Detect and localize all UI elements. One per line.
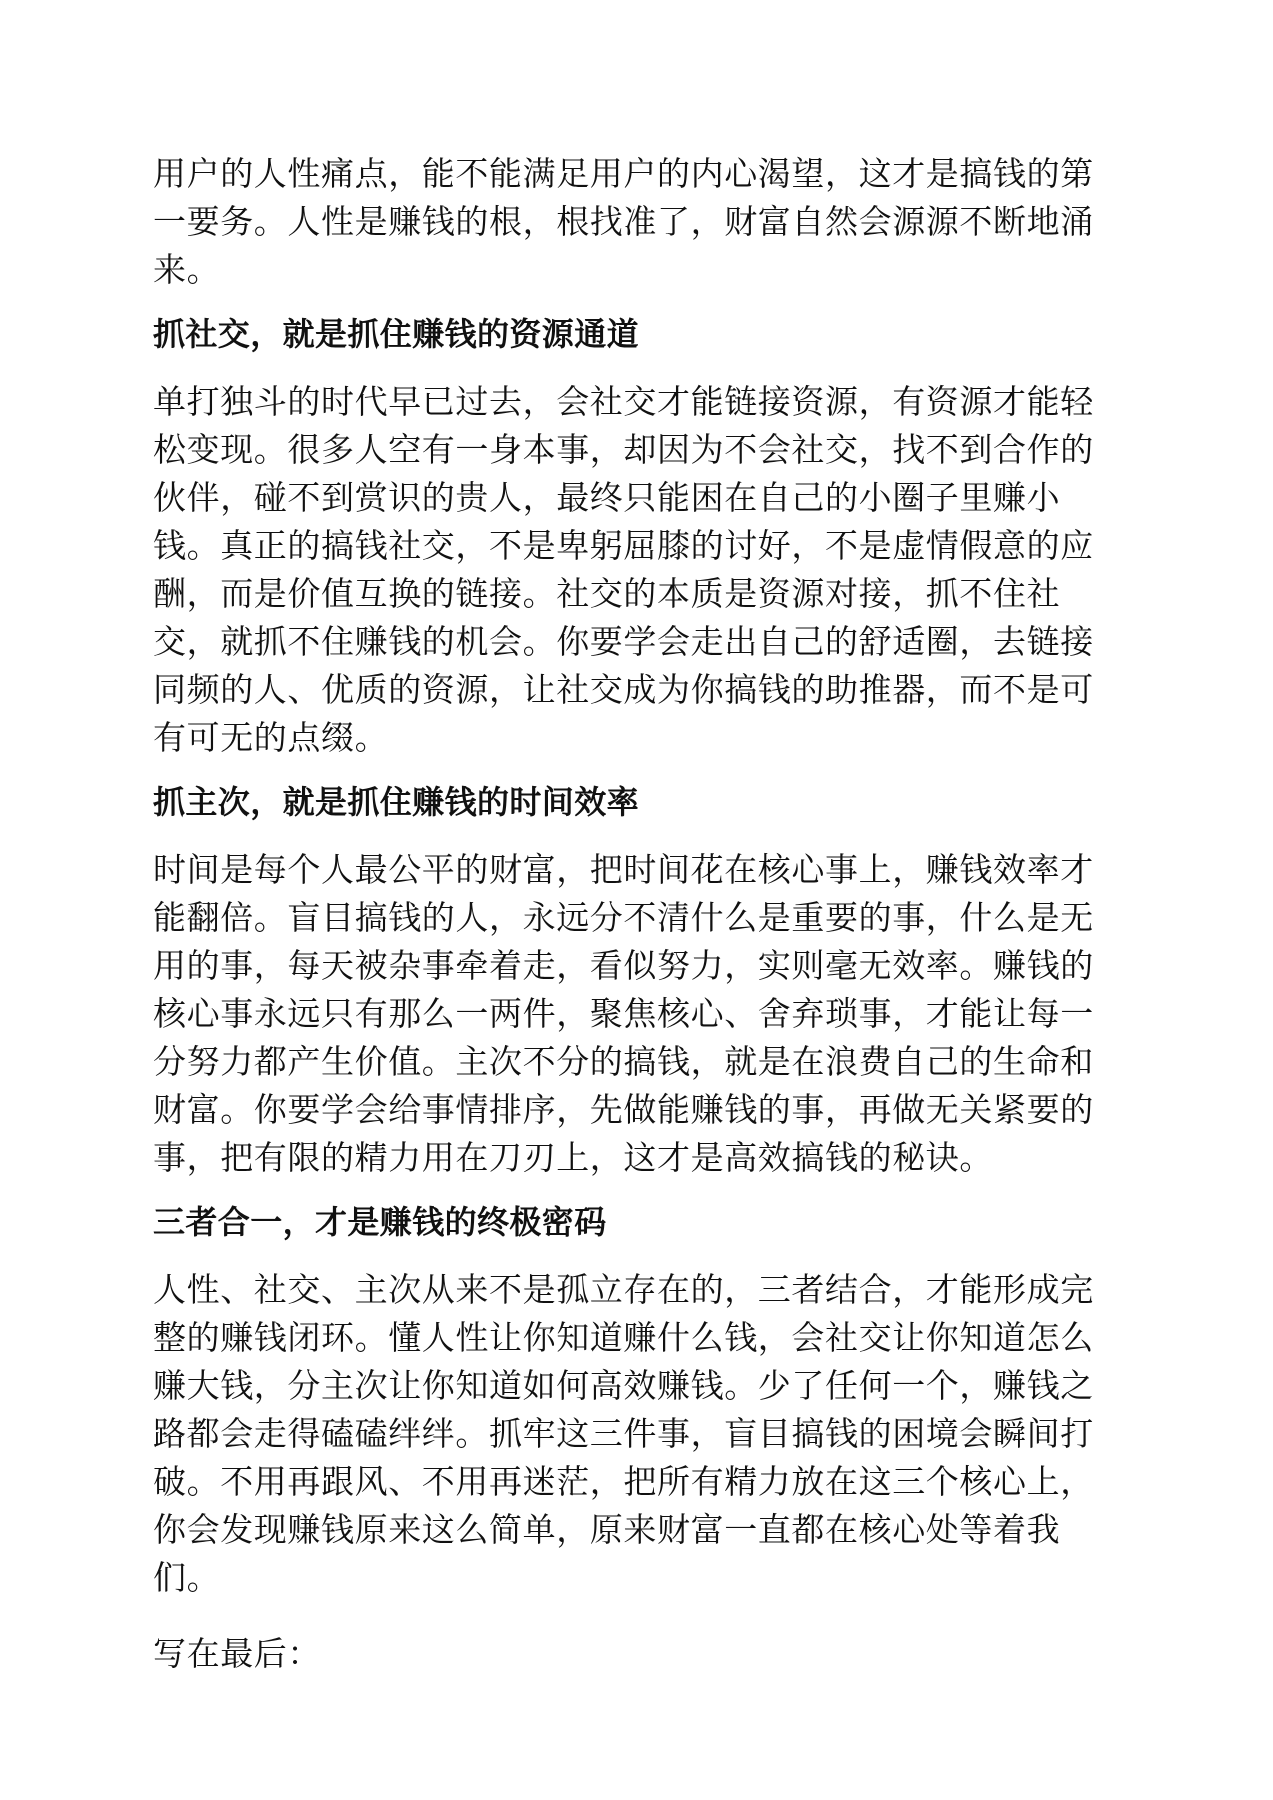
closing-label: 写在最后：	[153, 1634, 321, 1673]
heading-three-in-one: 三者合一，才是赚钱的终极密码	[153, 1203, 607, 1241]
paragraph-1: 用户的人性痛点，能不能满足用户的内心渴望，这才是搞钱的第一要务。人性是赚钱的根，根找准了，财富自然会源源不断地涌来。	[153, 154, 1094, 289]
paragraph-three-in-one: 人性、社交、主次从来不是孤立存在的，三者结合，才能形成完整的赚钱闭环。懂人性让你知道赚什么钱，会社交让你知道怎么赚大钱，分主次让你知道如何高效赚钱。少了任何一个，赚钱之路都会走得磕磕绊绊。抓牢这三件事，盲目搞钱的困境会瞬间打破。不用再跟风、不用再迷茫，把所有精力放在这三个核心上，你会发现赚钱原来这么简单，原来财富一直都在核心处等着我们。	[153, 1270, 1094, 1597]
heading-social: 抓社交，就是抓住赚钱的资源通道	[153, 315, 640, 353]
paragraph-social: 单打独斗的时代早已过去，会社交才能链接资源，有资源才能轻松变现。很多人空有一身本事，却因为不会社交，找不到合作的伙伴，碰不到赏识的贵人，最终只能困在自己的小圈子里赚小钱。真正的搞钱社交，不是卑躬屈膝的讨好，不是虚情假意的应酬，而是价值互换的链接。社交的本质是资源对接，抓不住社交，就抓不住赚钱的机会。你要学会走出自己的舒适圈，去链接同频的人、优质的资源，让社交成为你搞钱的助推器，而不是可有可无的点缀。	[153, 382, 1094, 757]
heading-priority: 抓主次，就是抓住赚钱的时间效率	[153, 783, 640, 821]
article-body	[153, 150, 1123, 1678]
paragraph-priority: 时间是每个人最公平的财富，把时间花在核心事上，赚钱效率才能翻倍。盲目搞钱的人，永远分不清什么是重要的事，什么是无用的事，每天被杂事牵着走，看似努力，实则毫无效率。赚钱的核心事永远只有那么一两件，聚焦核心、舍弃琐事，才能让每一分努力都产生价值。主次不分的搞钱，就是在浪费自己的生命和财富。你要学会给事情排序，先做能赚钱的事，再做无关紧要的事，把有限的精力用在刀刃上，这才是高效搞钱的秘诀。	[153, 850, 1094, 1177]
